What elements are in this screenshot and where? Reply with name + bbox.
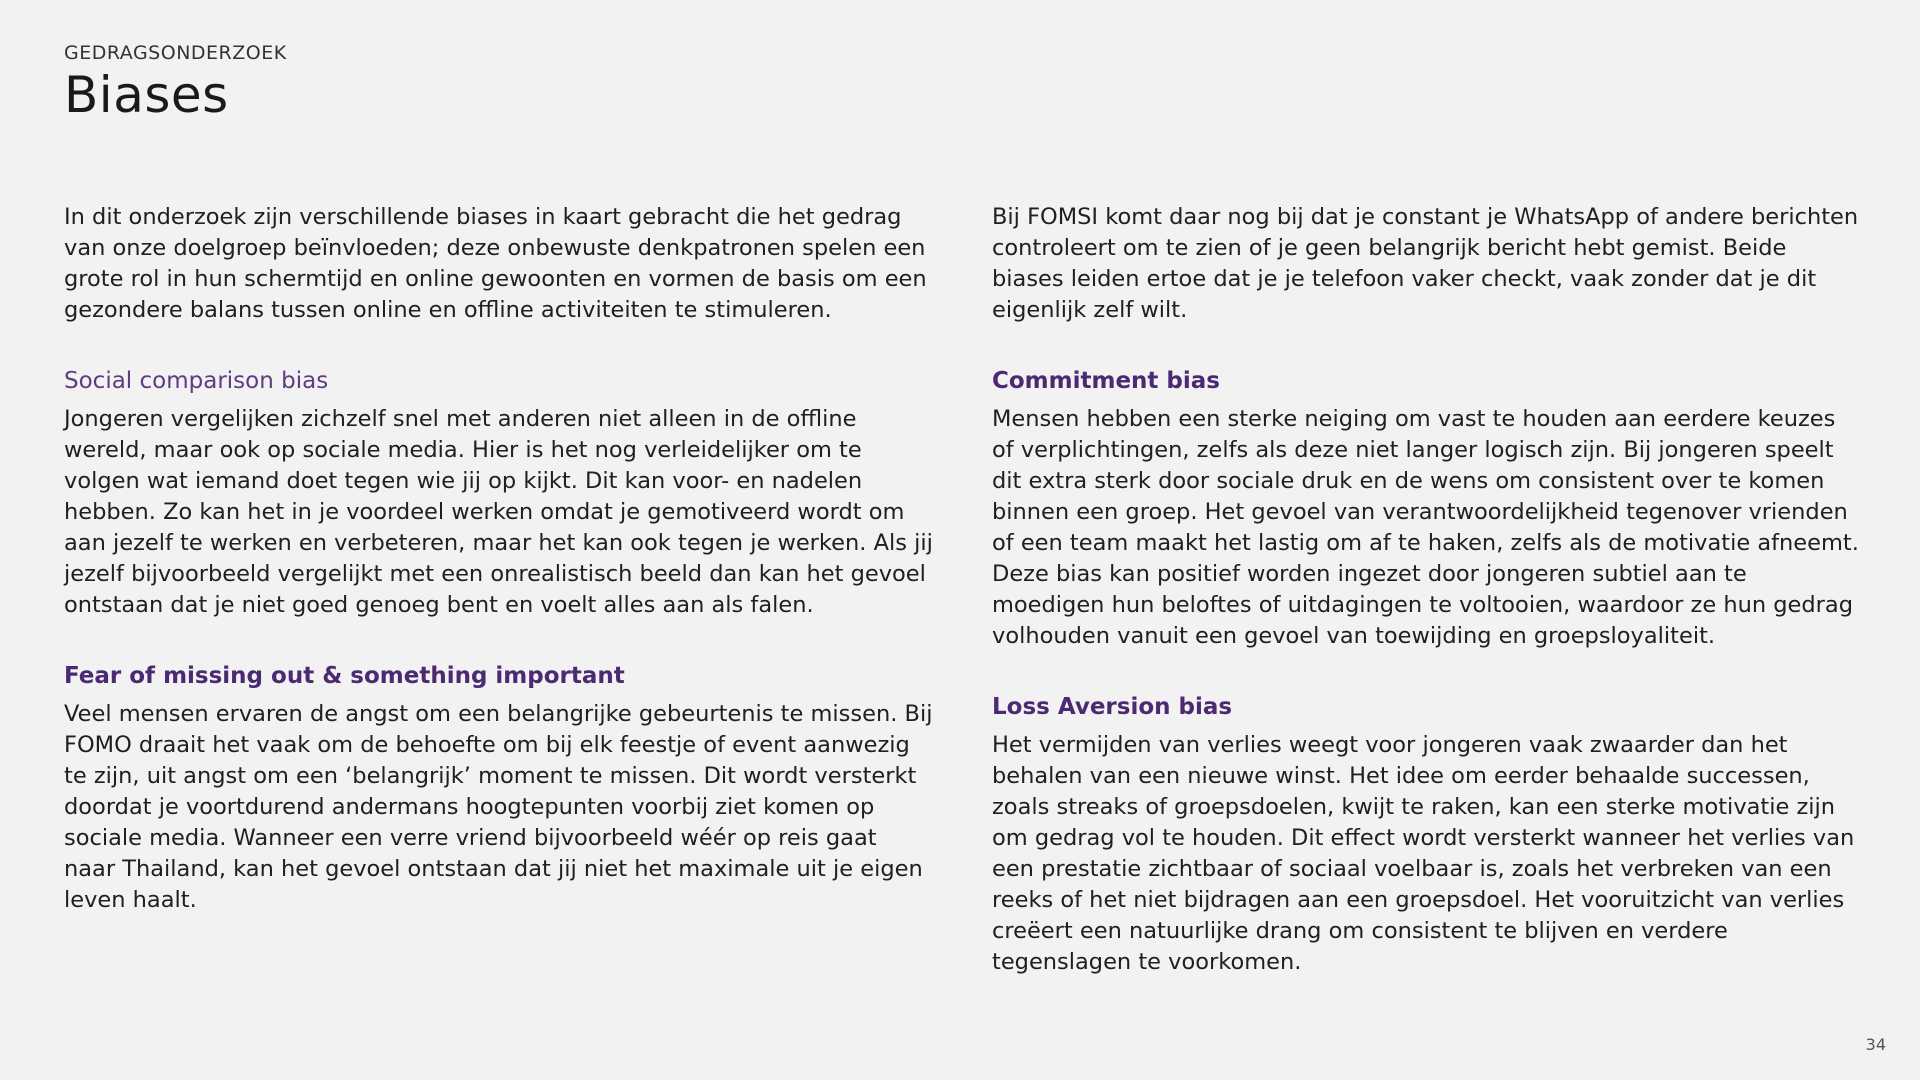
left-column bbox=[64, 202, 934, 916]
fomsi-paragraph: Bij FOMSI komt daar nog bij dat je constant je WhatsApp of andere berichten controleert om te zien of je geen belangrijk bericht hebt gemist. Beide biases leiden ertoe dat je je telefoon vaker checkt, vaak zonder dat je dit eigenlijk zelf wilt. bbox=[992, 204, 1859, 323]
fomo-section bbox=[64, 661, 934, 916]
page-title: Biases bbox=[64, 66, 229, 124]
loss-aversion-section bbox=[992, 692, 1862, 978]
fomo-text: Veel mensen ervaren de angst om een belangrijke gebeurtenis te missen. Bij FOMO draait het vaak om de behoefte om bij elk feestje of event aanwezig te zijn, uit angst om een ‘belangrijk’ moment te missen. Dit wordt versterkt doordat je voortdurend andermans hoogtepunten voorbij ziet komen op sociale media. Wanneer een verre vriend bijvoorbeeld wéér op reis gaat naar Thailand, kan het gevoel ontstaan dat jij niet het maximale uit je eigen leven haalt. bbox=[64, 701, 933, 913]
fomo-heading: Fear of missing out & something important bbox=[64, 663, 625, 689]
commitment-section bbox=[992, 366, 1862, 652]
social-comparison-heading: Social comparison bias bbox=[64, 368, 329, 394]
page-number: 34 bbox=[1865, 1035, 1886, 1054]
social-comparison-text: Jongeren vergelijken zichzelf snel met anderen niet alleen in de offline wereld, maar ook op sociale media. Hier is het nog verleidelijker om te volgen wat iemand doet tegen wie jij op kijkt. Dit kan voor- en nadelen hebben. Zo kan het in je voordeel werken omdat je gemotiveerd wordt om aan jezelf te werken en verbeteren, maar het kan ook tegen je werken. Als jij jezelf bijvoorbeeld vergelijkt met een onrealistisch beeld dan kan het gevoel ontstaan dat je niet goed genoeg bent en voelt alles aan als falen. bbox=[64, 406, 933, 618]
commitment-heading: Commitment bias bbox=[992, 368, 1220, 394]
loss-aversion-text: Het vermijden van verlies weegt voor jongeren vaak zwaarder dan het behalen van een nieuwe winst. Het idee om eerder behaalde successen, zoals streaks of groepsdoelen, kwijt te raken, kan een sterke motivatie zijn om gedrag vol te houden. Dit effect wordt versterkt wanneer het verlies van een prestatie zichtbaar of sociaal voelbaar is, zoals het verbreken van een reeks of het niet bijdragen aan een groepsdoel. Het vooruitzicht van verlies creëert een natuurlijke drang om consistent te blijven en verdere tegenslagen te voorkomen. bbox=[992, 732, 1855, 975]
section-eyebrow: GEDRAGSONDERZOEK bbox=[64, 42, 287, 64]
intro-paragraph: In dit onderzoek zijn verschillende biases in kaart gebracht die het gedrag van onze doelgroep beïnvloeden; deze onbewuste denkpatronen spelen een grote rol in hun schermtijd en online gewoonten en vormen de basis om een gezondere balans tussen online en offline activiteiten te stimuleren. bbox=[64, 204, 927, 323]
loss-aversion-heading: Loss Aversion bias bbox=[992, 694, 1233, 720]
right-column bbox=[992, 202, 1862, 978]
social-comparison-section bbox=[64, 366, 934, 621]
commitment-text: Mensen hebben een sterke neiging om vast te houden aan eerdere keuzes of verplichtingen, zelfs als deze niet langer logisch zijn. Bij jongeren speelt dit extra sterk door sociale druk en de wens om consistent over te komen binnen een groep. Het gevoel van verantwoordelijkheid tegenover vrienden of een team maakt het lastig om af te haken, zelfs als de motivatie afneemt. Deze bias kan positief worden ingezet door jongeren subtiel aan te moedigen hun beloftes of uitdagingen te voltooien, waardoor ze hun gedrag volhouden vanuit een gevoel van toewijding en groepsloyaliteit. bbox=[992, 406, 1859, 649]
